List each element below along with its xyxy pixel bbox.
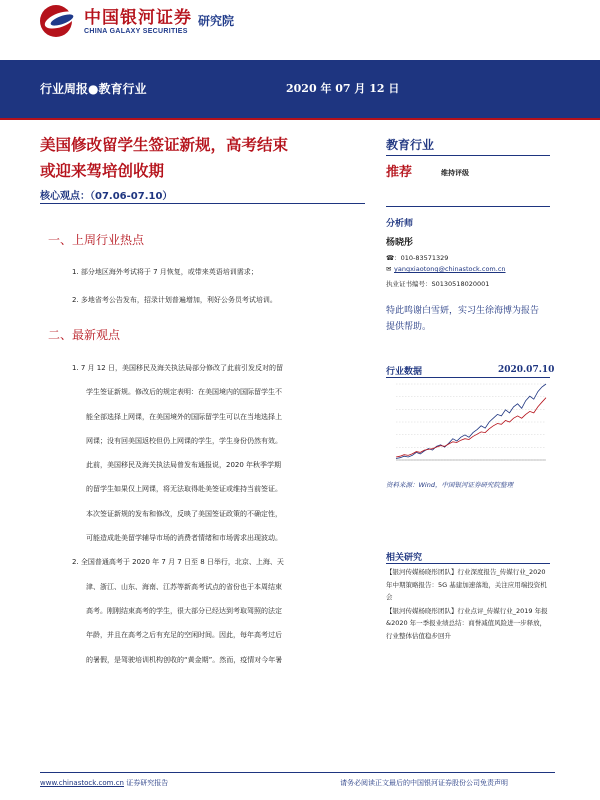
body-line: 年龄，并且在高考之后有充足的空闲时间。因此，每年高考过后 [86,631,282,640]
body-line: 能全部选择上网课，在美国境外的国际留学生可以在当地选择上 [86,412,282,421]
acknowledgement: 特此鸣谢白雪妍，实习生徐海博为报告提供帮助。 [386,306,540,332]
body-line: 的暑假，是驾驶培训机构创收的“黄金期”。然而，疫情对今年暑 [86,655,283,664]
page-title [40,132,370,184]
divider [386,155,550,156]
title-line-2: 或迎来驾培创收期 [40,162,165,180]
analyst-email-row [386,265,506,273]
institute-label: 研究院 [198,13,235,28]
divider [386,563,550,564]
body-line: 本次签证新规的发布和修改，反映了美国签证政策的不确定性， [86,509,282,518]
core-view-label: 核心观点：（07.06-07.10） [40,191,173,202]
industry-data-heading: 行业数据 [386,367,423,377]
related-list [386,566,550,643]
report-type: 行业周报●教育行业 [40,82,147,96]
footer-url-link[interactable]: www.chinastock.com.cn [40,779,124,787]
body-line: 可能造成赴美留学辅导市场的消费者情绪和市场需求出现波动。 [86,534,282,543]
footer-label: 证券研究报告 [123,779,169,787]
list-item: 1. 部分地区海外考试将于 7 月恢复，或带来英语培训需求； [72,268,258,276]
section1-list [72,266,277,322]
divider [386,377,550,378]
logo-cn-text: 中国银河证券 [84,7,192,28]
title-line-1: 美国修改留学生签证新规，高考结束 [40,136,289,154]
footer-divider [40,772,555,773]
logo-en-text: CHINA GALAXY SECURITIES [84,27,188,35]
analyst-phone: ☎：010-83571329 [386,254,449,262]
section2-body [72,362,360,678]
body-line: 1. 7 月 12 日，美国移民及海关执法局部分修改了此前引发反对的留 [72,364,283,372]
divider [40,203,365,204]
rating-badge: 推荐 [386,165,413,180]
company-logo [38,2,234,40]
body-line: 此前，美国移民及海关执法局曾发布通报说，2020 年秋季学期 [86,461,282,470]
industry-line-chart [386,380,550,472]
chart-grid [396,384,546,460]
body-line: 学生签证新规。修改后的规定表明：在美国境内的国际留学生不 [86,388,282,397]
related-item[interactable]: 【银河传媒杨晓彤团队】行业点评_传媒行业_2019 年报&2020 年一季报业绩总结：商誉减值风险进一步释放，行业整体估值稳步回升 [386,606,548,640]
divider [386,206,550,207]
chart-source: 资料来源：Wind，中国银河证券研究院整理 [386,481,513,489]
analyst-email-link[interactable]: yangxiaotong@chinastock.com.cn [394,265,506,273]
header-band-accent [0,118,600,120]
analyst-name: 杨晓彤 [386,238,414,248]
section1-heading: 一、上周行业热点 [48,233,145,247]
body-line: 津、浙江、山东、海南、江苏等新高考试点的省份也于本周结束 [86,582,282,591]
footer-left [40,778,168,788]
related-item[interactable]: 【银河传媒杨晓彤团队】行业深度报告_传媒行业_2020 年中期策略报告：5G 基建加速落地，关注应用端投资机会 [386,568,547,601]
body-line: 的留学生如果仅上网课，将无法取得赴美签证或维持当前签证。 [86,485,282,494]
list-item: 2. 多地省考公告发布，招录计划普遍增加，利好公务员考试培训。 [72,296,277,304]
body-line: 2. 全国普通高考于 2020 年 7 月 7 日至 8 日举行，北京、上海、天 [72,558,284,567]
chart-series-line [396,398,546,457]
galaxy-logo-icon [38,3,78,39]
section2-heading: 二、最新观点 [48,328,121,342]
sidebar-industry: 教育行业 [386,138,435,152]
report-date: 2020 年 07 月 12 日 [286,82,400,95]
email-icon: ✉ [386,265,392,273]
analyst-heading: 分析师 [386,219,414,229]
body-line: 网课；没有回美国返校但仍上网课的学生，学生身份仍然有效。 [86,436,282,445]
body-line: 高考。刚刚结束高考的学生，很大部分已经达到考取驾照的法定 [86,606,282,615]
analyst-license: 执业证书编号：S0130518020001 [386,280,490,288]
footer-disclaimer: 请务必阅读正文最后的中国银河证券股份公司免责声明 [340,779,508,787]
rating-note: 维持评级 [441,169,469,177]
industry-data-date: 2020.07.10 [498,365,555,375]
related-heading: 相关研究 [386,553,423,563]
